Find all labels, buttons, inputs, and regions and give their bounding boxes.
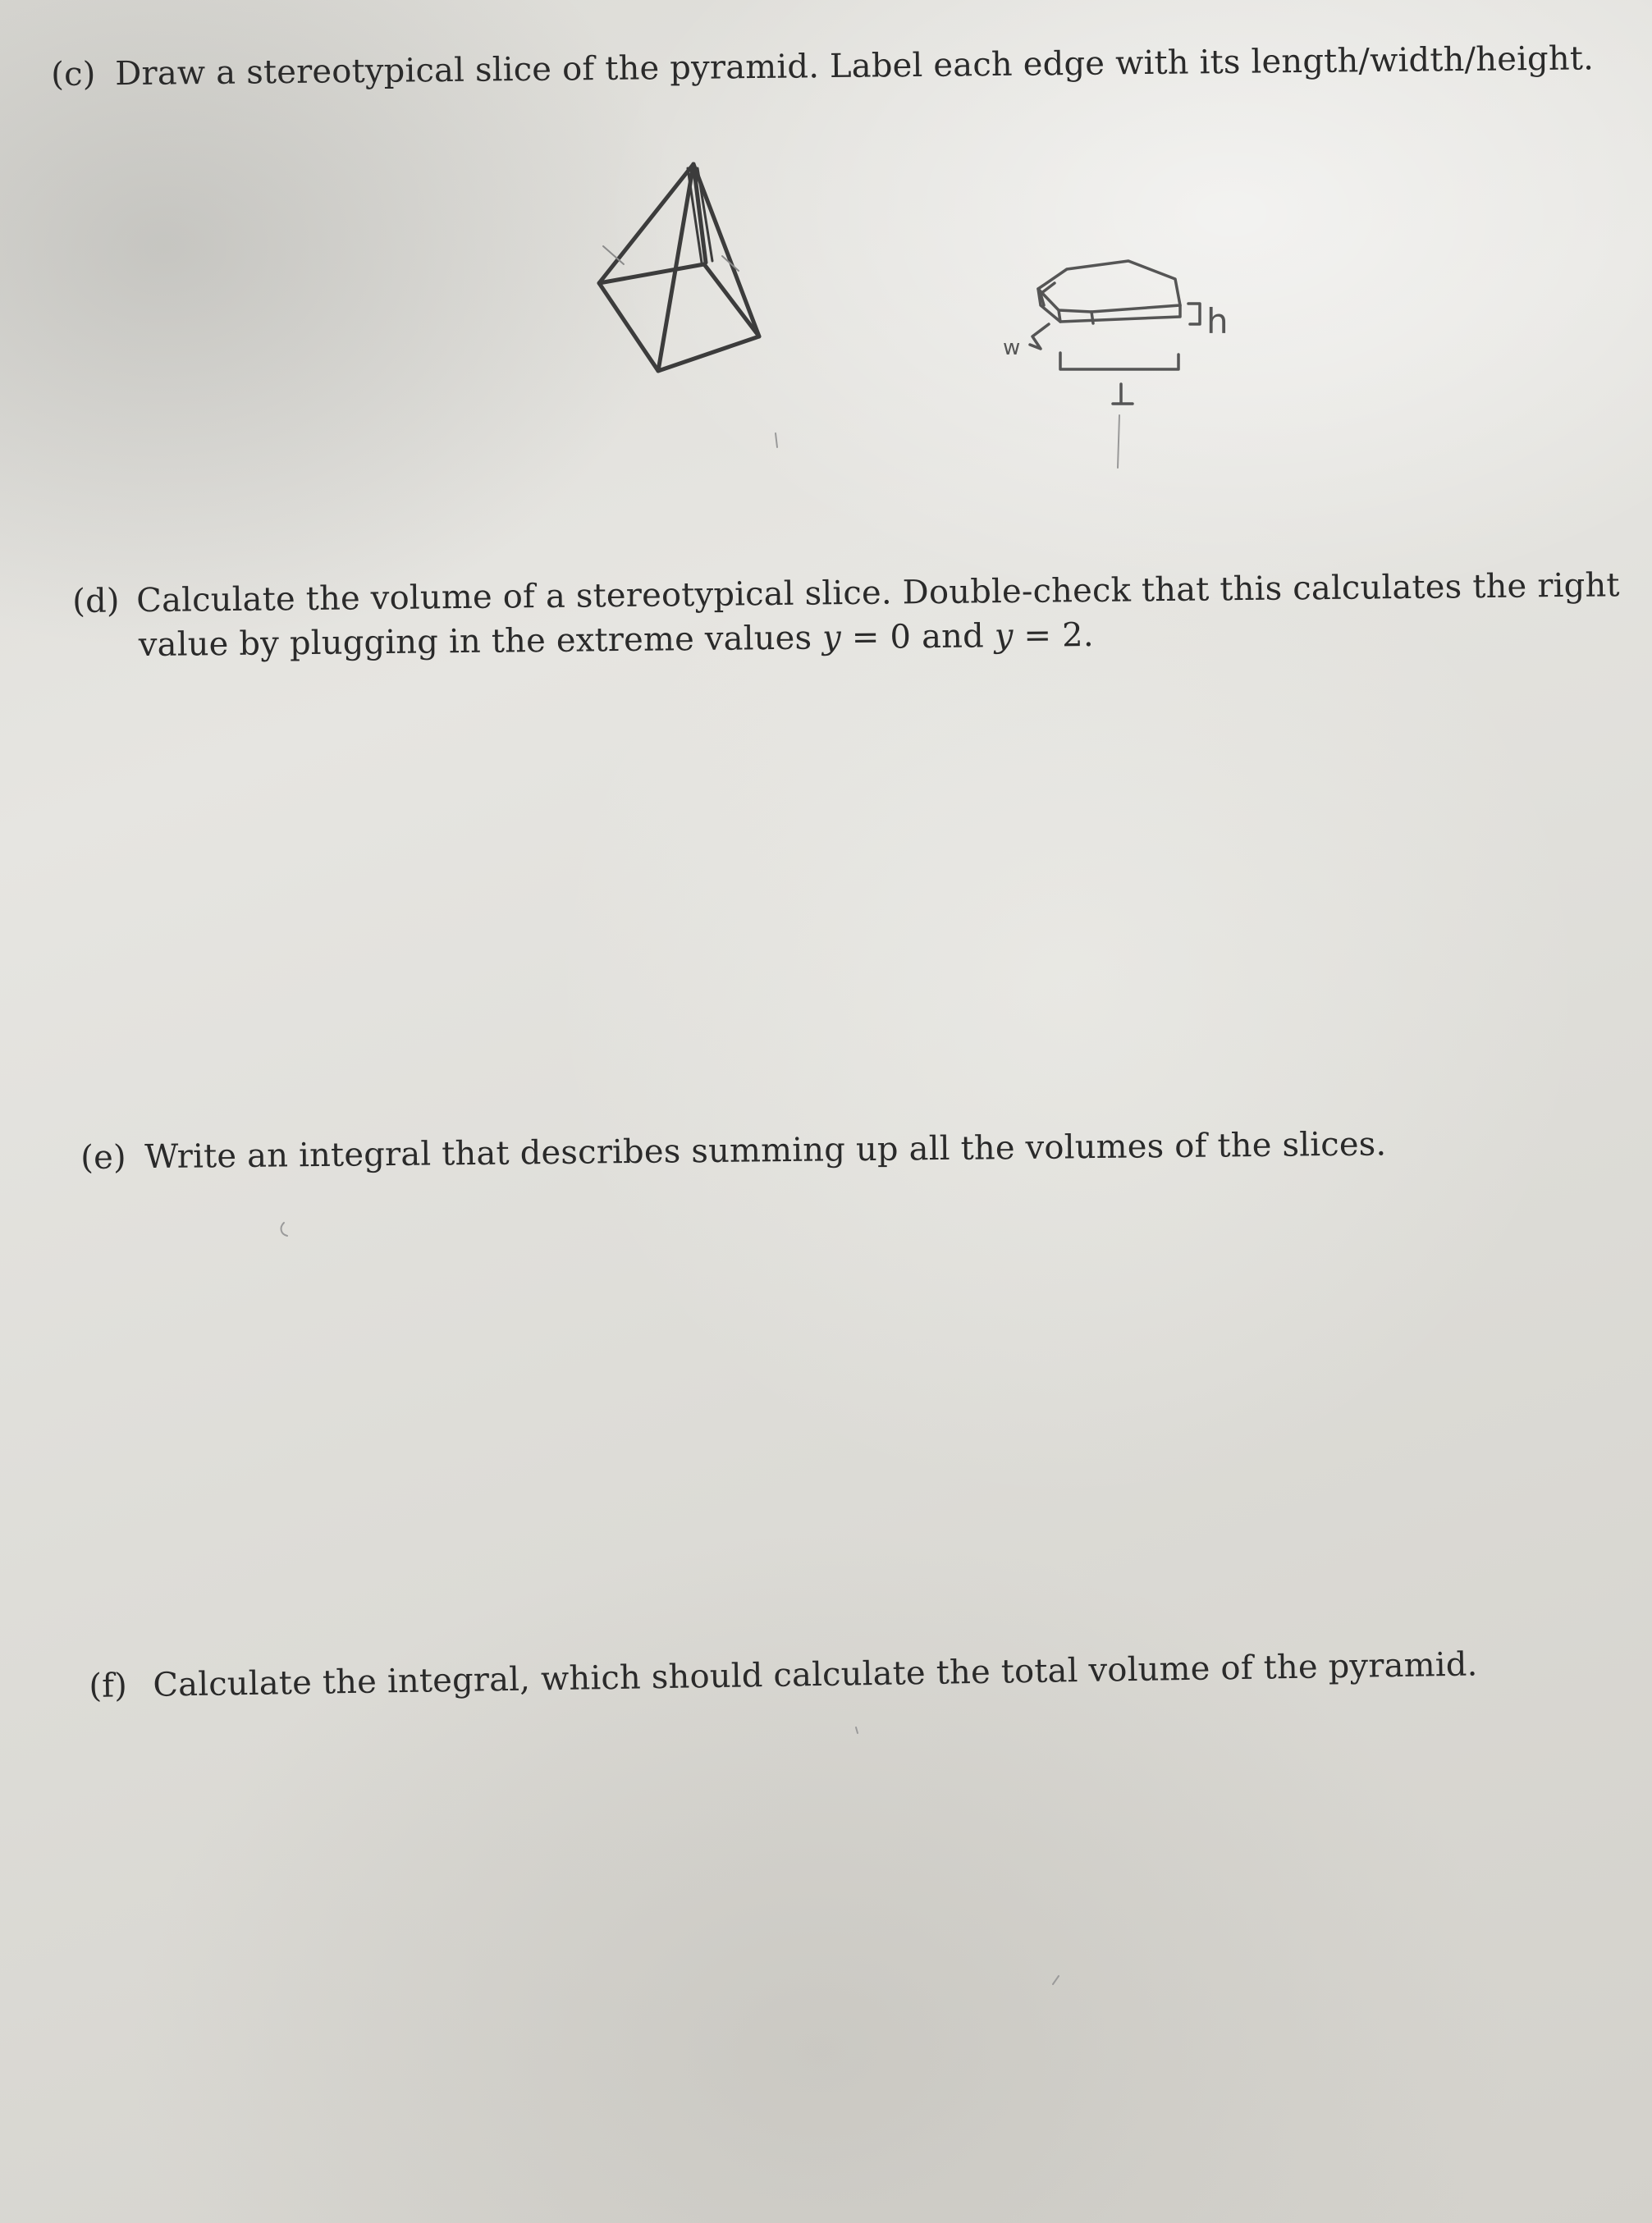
question-d-line1: Calculate the volume of a stereotypical slice. Double-check that this calculates the right xyxy=(136,566,1620,620)
pyramid-sketch xyxy=(599,164,759,371)
variable-y-first: y xyxy=(821,619,842,657)
question-e-text: Write an integral that describes summing up all the volumes of the slices. xyxy=(144,1125,1387,1177)
question-f-text: Calculate the integral, which should calculate the total volume of the pyramid. xyxy=(153,1645,1478,1704)
question-e-label: (e) xyxy=(80,1138,127,1177)
slice-width-label: w xyxy=(1003,336,1021,360)
question-d-label: (d) xyxy=(72,582,120,620)
slice-height-label: h xyxy=(1206,301,1229,341)
slice-sketch xyxy=(1030,261,1200,468)
question-d xyxy=(72,563,1621,668)
question-f-label: (f) xyxy=(89,1667,128,1705)
question-e xyxy=(80,1122,1387,1180)
question-c-label: (c) xyxy=(51,55,96,94)
question-d-y0-rest: = 0 and xyxy=(840,617,995,657)
question-f xyxy=(89,1642,1478,1708)
question-c xyxy=(51,36,1594,97)
variable-y-second: y xyxy=(994,616,1014,656)
question-d-y2-rest: = 2. xyxy=(1013,615,1094,655)
question-c-text: Draw a stereotypical slice of the pyramid. Label each edge with its length/width/height. xyxy=(115,39,1595,94)
stray-pencil-marks xyxy=(281,433,1059,1984)
question-d-line2-text: value by plugging in the extreme values xyxy=(138,619,823,665)
